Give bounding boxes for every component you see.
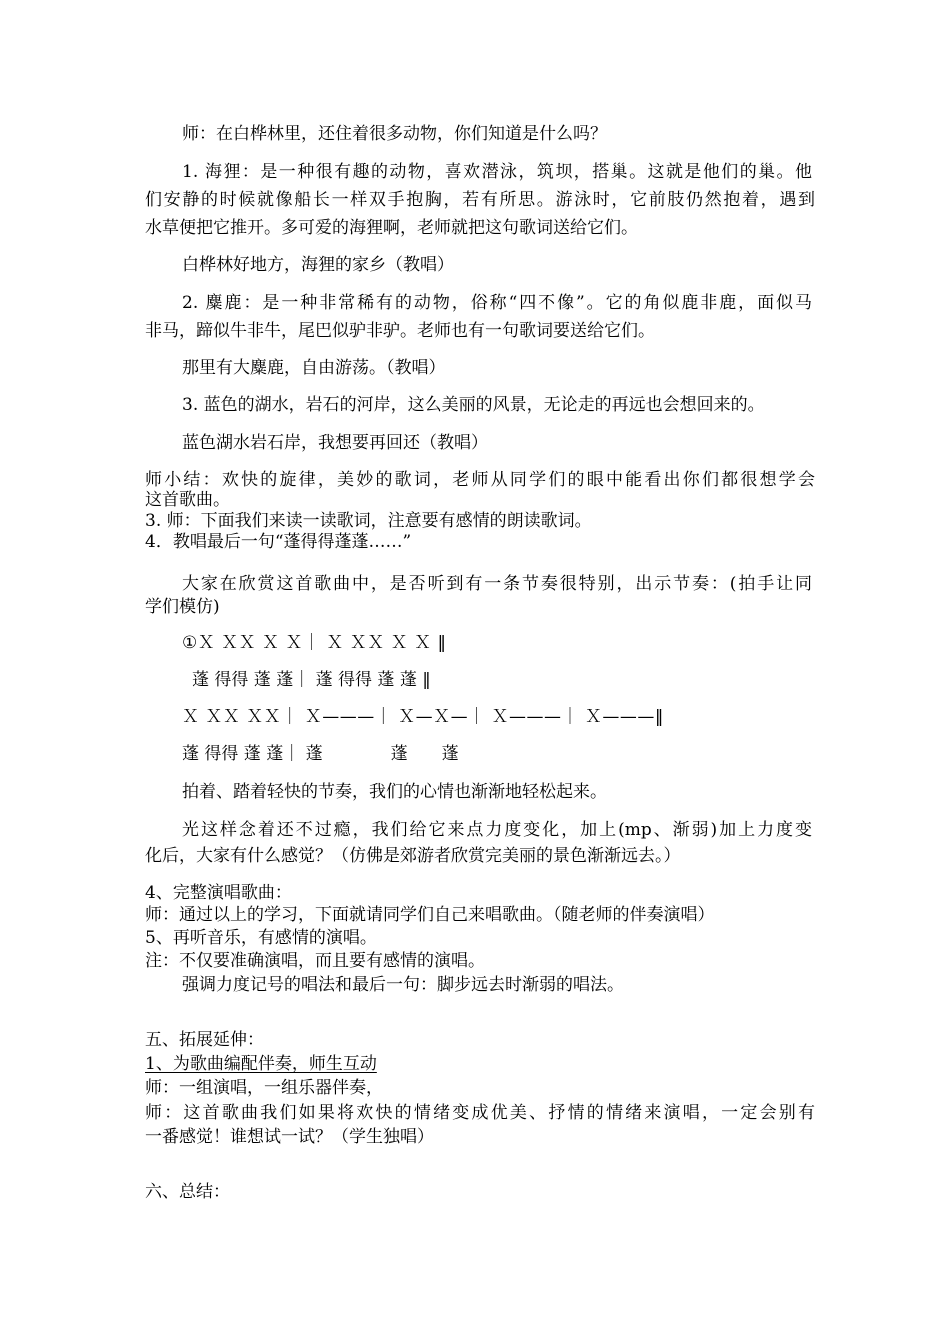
step-4-teach-last-line: 4．教唱最后一句“蓬得得蓬蓬……” xyxy=(145,532,412,552)
rhythm-lyrics-1: 蓬 得得 蓬 蓬｜ 蓬 得得 蓬 蓬 ‖ xyxy=(192,670,431,690)
lyric-lake: 蓝色湖水岩石岸，我想要再回还（教唱） xyxy=(182,433,488,453)
summary-line-2: 这首歌曲。 xyxy=(145,490,230,510)
section-5-item-1: 1、为歌曲编配伴奏，师生互动 xyxy=(145,1054,377,1074)
paragraph-teacher-question: 师：在白桦林里，还住着很多动物，你们知道是什么吗？ xyxy=(182,124,607,144)
dynamics-line-2: 化后，大家有什么感觉？（仿佛是郊游者欣赏完美丽的景色渐渐远去。） xyxy=(145,846,681,866)
note-line: 注：不仅要准确演唱，而且要有感情的演唱。 xyxy=(145,951,485,971)
rhythm-lyrics-2: 蓬 得得 蓬 蓬｜ 蓬 蓬 蓬 xyxy=(182,744,459,764)
step-4-full-singing: 4、完整演唱歌曲： xyxy=(145,883,292,903)
step-5-listen-again: 5、再听音乐，有感情的演唱。 xyxy=(145,928,377,948)
elk-paragraph-line-2: 非马，蹄似牛非牛，尾巴似驴非驴。老师也有一句歌词要送给它们。 xyxy=(145,321,655,341)
summary-line-1: 师小结：欢快的旋律，美妙的歌词，老师从同学们的眼中能看出你们都很想学会 xyxy=(145,470,815,490)
lake-paragraph: 3. 蓝色的湖水，岩石的河岸，这么美丽的风景，无论走的再远也会想回来的。 xyxy=(182,395,765,415)
section-5-heading: 五、拓展延伸： xyxy=(145,1030,264,1050)
beaver-paragraph-line-2: 们安静的时候就像船长一样双手抱胸，若有所思。游泳时，它前肢仍然抱着，遇到 xyxy=(145,190,815,210)
rhythm-feeling: 拍着、踏着轻快的节奏，我们的心情也渐渐地轻松起来。 xyxy=(182,782,607,802)
note-emphasis: 强调力度记号的唱法和最后一句：脚步远去时渐弱的唱法。 xyxy=(182,975,624,995)
rhythm-intro-line-1: 大家在欣赏这首歌曲中，是否听到有一条节奏很特别，出示节奏：(拍手让同 xyxy=(182,574,812,594)
beaver-paragraph-line-1: 1. 海狸：是一种很有趣的动物，喜欢潜泳，筑坝，搭巢。这就是他们的巢。他 xyxy=(182,162,812,182)
beaver-paragraph-line-3: 水草便把它推开。多可爱的海狸啊，老师就把这句歌词送给它们。 xyxy=(145,218,638,238)
lyric-beaver: 白桦林好地方，海狸的家乡（教唱） xyxy=(182,255,454,275)
full-singing-instruction: 师：通过以上的学习，下面就请同学们自己来唱歌曲。（随老师的伴奏演唱） xyxy=(145,905,715,925)
elk-paragraph-line-1: 2. 麋鹿：是一种非常稀有的动物，俗称“四不像”。它的角似鹿非鹿，面似马 xyxy=(182,293,812,313)
rhythm-notation-1: ①Ｘ ＸＸ Ｘ Ｘ｜ Ｘ ＸＸ Ｘ Ｘ ‖ xyxy=(182,633,447,653)
section-5-line-1: 师：一组演唱，一组乐器伴奏， xyxy=(145,1078,383,1098)
lyric-elk: 那里有大麋鹿，自由游荡。（教唱） xyxy=(182,358,446,378)
rhythm-notation-2: Ｘ ＸＸ ＸＸ｜ Ｘ———｜ Ｘ—Ｘ—｜ Ｘ———｜ Ｘ———‖ xyxy=(182,707,664,727)
section-6-heading: 六、总结： xyxy=(145,1182,230,1202)
section-5-line-2: 师：这首歌曲我们如果将欢快的情绪变成优美、抒情的情绪来演唱，一定会别有 xyxy=(145,1103,815,1123)
dynamics-line-1: 光这样念着还不过瘾，我们给它来点力度变化，加上(mp、渐弱)加上力度变 xyxy=(182,820,812,840)
section-5-line-3: 一番感觉！谁想试一试？（学生独唱） xyxy=(145,1127,434,1147)
step-3-read-lyrics: 3. 师：下面我们来读一读歌词，注意要有感情的朗读歌词。 xyxy=(145,511,592,531)
rhythm-intro-line-2: 学们模仿) xyxy=(145,597,220,617)
